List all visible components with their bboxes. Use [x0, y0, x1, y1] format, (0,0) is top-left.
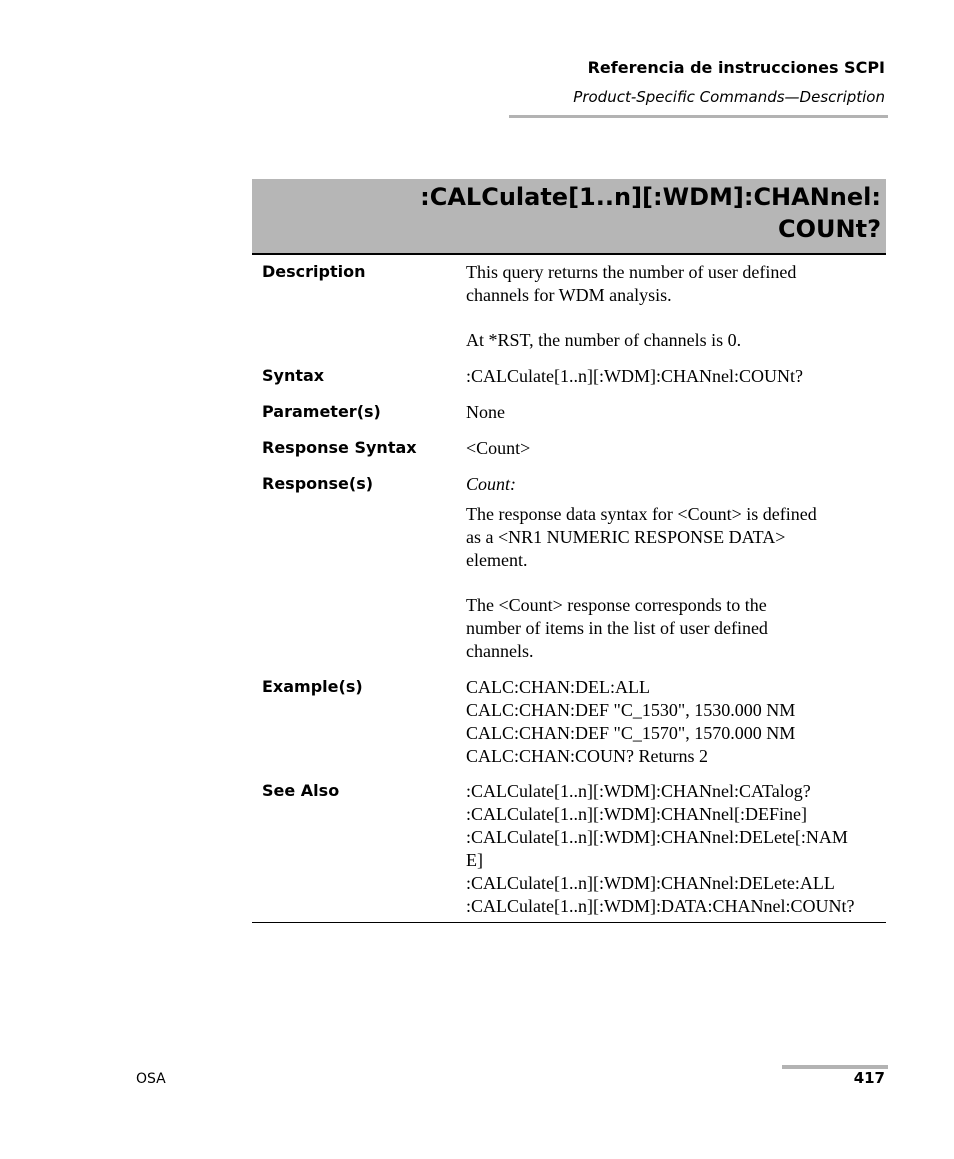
response-line: element. — [466, 550, 528, 570]
running-header-title: Referencia de instrucciones SCPI — [587, 58, 885, 77]
examples-label: Example(s) — [262, 677, 363, 696]
response-syntax-content — [466, 437, 886, 460]
command-title-line2: COUNt? — [778, 215, 881, 243]
parameters-content — [466, 401, 886, 424]
see-also-link[interactable]: :CALCulate[1..n][:WDM]:CHANnel[:DEFine] — [466, 804, 807, 824]
examples-content — [466, 676, 886, 768]
response-line: The response data syntax for <Count> is defined — [466, 504, 817, 524]
footer-product: OSA — [136, 1071, 166, 1087]
see-also-link[interactable]: :CALCulate[1..n][:WDM]:CHANnel:DELete[:NAM — [466, 827, 848, 847]
description-line: At *RST, the number of channels is 0. — [466, 330, 742, 350]
spacer — [466, 572, 886, 594]
response-line: number of items in the list of user defined — [466, 618, 768, 638]
example-line: CALC:CHAN:DEF "C_1530", 1530.000 NM — [466, 700, 796, 720]
see-also-label: See Also — [262, 781, 340, 800]
description-content — [466, 261, 886, 352]
response-name: Count: — [466, 474, 517, 494]
command-title — [420, 181, 881, 245]
spacer — [466, 307, 886, 329]
spacer — [466, 496, 886, 503]
see-also-link[interactable]: :CALCulate[1..n][:WDM]:DATA:CHANnel:COUNt? — [466, 896, 855, 916]
parameters-label: Parameter(s) — [262, 402, 381, 421]
example-line: CALC:CHAN:DEL:ALL — [466, 677, 650, 697]
see-also-link[interactable]: :CALCulate[1..n][:WDM]:CHANnel:CATalog? — [466, 781, 811, 801]
parameters-value: None — [466, 402, 505, 422]
syntax-content — [466, 365, 886, 388]
header-rule — [509, 115, 888, 118]
see-also-link[interactable]: E] — [466, 850, 483, 870]
footer-page-number: 417 — [853, 1069, 885, 1087]
example-line: CALC:CHAN:COUN? Returns 2 — [466, 746, 708, 766]
syntax-label: Syntax — [262, 366, 325, 385]
description-line: This query returns the number of user defined — [466, 262, 797, 282]
command-title-line1: :CALCulate[1..n][:WDM]:CHANnel: — [420, 183, 881, 211]
description-label: Description — [262, 262, 366, 281]
responses-content — [466, 473, 886, 663]
see-also-content — [466, 780, 886, 918]
syntax-value: :CALCulate[1..n][:WDM]:CHANnel:COUNt? — [466, 366, 803, 386]
response-syntax-label: Response Syntax — [262, 438, 417, 457]
responses-label: Response(s) — [262, 474, 374, 493]
description-line: channels for WDM analysis. — [466, 285, 672, 305]
response-line: channels. — [466, 641, 534, 661]
response-syntax-value: <Count> — [466, 438, 531, 458]
running-header-subtitle: Product-Specific Commands—Description — [573, 88, 885, 106]
command-title-band — [252, 179, 886, 255]
response-line: as a <NR1 NUMERIC RESPONSE DATA> — [466, 527, 786, 547]
example-line: CALC:CHAN:DEF "C_1570", 1570.000 NM — [466, 723, 796, 743]
table-bottom-rule — [252, 922, 886, 923]
response-line: The <Count> response corresponds to the — [466, 595, 767, 615]
see-also-link[interactable]: :CALCulate[1..n][:WDM]:CHANnel:DELete:ALL — [466, 873, 835, 893]
